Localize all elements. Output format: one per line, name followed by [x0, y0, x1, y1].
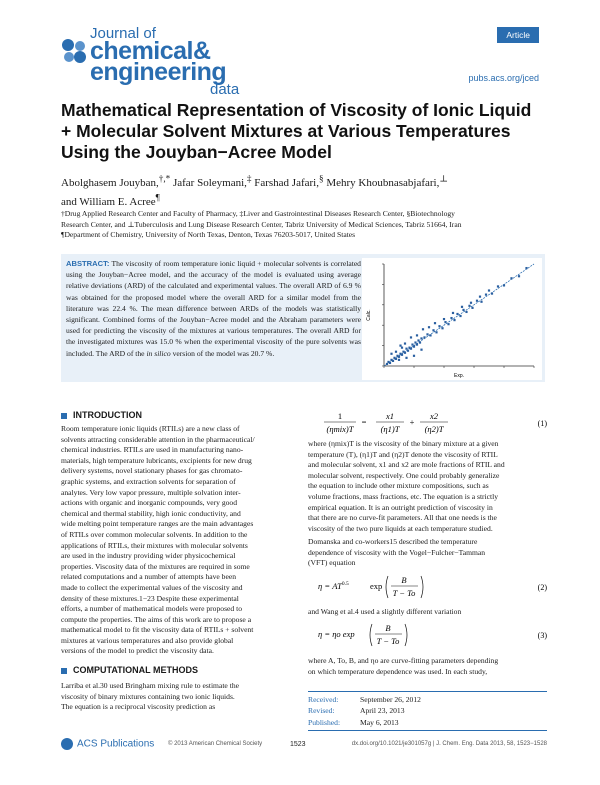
text-line: mixtures at various temperatures and also provide global — [61, 635, 234, 645]
data-point — [401, 347, 403, 349]
data-point — [395, 351, 397, 353]
data-point — [398, 359, 400, 361]
data-point — [426, 333, 428, 335]
data-point — [471, 307, 473, 309]
data-point — [488, 289, 490, 291]
data-point — [416, 334, 418, 336]
journal-name-line4: data — [210, 81, 240, 98]
data-point — [407, 350, 409, 352]
text-line: that there are no curve-fit parameters. All that one needs is the — [308, 513, 497, 523]
affiliation-line: †Drug Applied Research Center and Faculty of Pharmacy, ‡Liver and Gastrointestinal Diseases Research Center, §Biotechnology — [61, 209, 455, 218]
x-axis-label: Exp. — [453, 373, 465, 379]
data-point — [438, 325, 440, 327]
eq1-number: (1) — [537, 419, 547, 428]
received-dates — [308, 691, 547, 731]
text-line: are used in the industry providing wider physicochemical — [61, 551, 236, 561]
data-point — [491, 292, 493, 294]
abstract-italic: in silico — [146, 348, 171, 358]
published-row: Published: May 6, 2013 — [308, 717, 399, 727]
toc-scatter-chart — [362, 258, 542, 380]
data-point — [518, 275, 520, 277]
data-point — [392, 360, 394, 362]
acs-publications-logo[interactable]: ACS Publications — [61, 738, 154, 750]
text-line: mathematical model to fit the viscosity data of RTILs + solvent — [61, 625, 254, 635]
text-line: (VFT) equation — [308, 558, 356, 568]
copyright: © 2013 American Chemical Society — [168, 741, 263, 747]
data-point — [398, 356, 400, 358]
data-point — [461, 306, 463, 308]
text-line: materials, high temperature lubricants, excipients for new drug — [61, 455, 252, 465]
text-line: compute the properties. The aims of this work are to propose a — [61, 614, 252, 624]
eq1-term2-num: x2 — [429, 411, 439, 421]
data-point — [386, 363, 388, 365]
text-line: volume fractions, mass fractions, etc. The equation is a strictly — [308, 491, 499, 501]
data-point — [420, 337, 422, 339]
data-point — [462, 309, 464, 311]
eq1-equals: = — [361, 417, 367, 427]
eq1-term2-den: (η2)T — [424, 424, 444, 434]
data-point — [410, 348, 412, 350]
data-point — [410, 336, 412, 338]
data-point — [503, 284, 505, 286]
data-point — [435, 331, 437, 333]
data-point — [441, 327, 443, 329]
text-line: actions with organic and inorganic compounds, very good — [61, 498, 238, 508]
affiliations — [61, 209, 546, 241]
data-point — [413, 355, 415, 357]
acs-logo-icon — [61, 738, 73, 750]
author-list — [61, 171, 546, 210]
revised-row: Revised: April 23, 2013 — [308, 706, 405, 716]
author[interactable]: Mehry Khoubnasabjafari,⊥ — [326, 173, 448, 189]
data-point — [417, 339, 419, 341]
data-point — [468, 305, 470, 307]
paragraph-parameters — [308, 656, 547, 677]
eq2-lhs: $\eta = AT^{0.5}$ — [318, 581, 349, 591]
text-line: The equation is a reciprocal viscosity prediction as — [61, 702, 216, 712]
affiliation-line: Research Center, and ⊥Tuberculosis and Lung Disease Research Center, Tabriz University of Medical Sciences, Tabriz 51664, Iran — [61, 219, 462, 229]
data-point — [480, 301, 482, 303]
data-point — [422, 328, 424, 330]
data-point — [450, 317, 452, 319]
data-point — [404, 342, 406, 344]
data-point — [476, 300, 478, 302]
text-line: made to collect the experimental values of the viscosity and — [61, 582, 243, 592]
affiliation-line: ¶Department of Chemistry, University of North Texas, Denton, Texas 76203-5017, United States — [61, 230, 356, 239]
data-point — [470, 302, 472, 304]
text-line: Larriba et al.30 used Bringham mixing rule to estimate the — [61, 681, 239, 690]
data-point — [452, 312, 454, 314]
text-line: where A, To, B, and ηo are curve-fitting parameters depending — [308, 656, 499, 665]
text-line: Room temperature ionic liquids (RTILs) are a new class of — [61, 424, 240, 433]
text-line: where (ηmix)T is the viscosity of the binary mixture at a given — [308, 439, 499, 448]
paragraph-wang: and Wang et al.4 used a slightly different variation — [308, 607, 462, 616]
text-line: wide melting point temperature ranges are the main advantages — [61, 519, 254, 529]
abstract-body: The viscosity of room temperature ionic liquid + molecular solvents is correlated using the Jouyban−Acree model, and the accuracy of the model is evaluated using average relative deviations (ARD) of the calculated and experimental values. The overall ARD of 6.9 % was obtained for the proposed model where the overall ARD for a similar model from the literature was 22.4 %. The mean difference between ARDs of the models was statistically significant. Combined forms of the Jouyban−Acree model and the Abraham parameters were used for predicting the viscosity of the mixtures at various temperatures. The overall ARD for the investigated mixtures was 15.0 % when the experimental viscosity of the pure solvents was included. The ARD of the — [66, 259, 361, 358]
data-point — [485, 294, 487, 296]
eq3-lhs: η = ηo exp — [318, 629, 355, 639]
paper-title: Mathematical Representation of Viscosity of Ionic Liquid + Molecular Solvent Mixtures at Various Temperatures Using the Jouyban−Acree Model — [61, 100, 532, 162]
data-point — [497, 285, 499, 287]
eq2-num: B — [401, 575, 407, 585]
data-point — [395, 358, 397, 360]
data-point — [479, 296, 481, 298]
data-point — [453, 319, 455, 321]
text-line: Domanska and co-workers15 described the temperature — [308, 537, 478, 546]
data-point — [525, 267, 527, 269]
abstract-label: ABSTRACT: — [66, 259, 110, 268]
data-point — [420, 349, 422, 351]
text-line: chemical industries. RTILs are used in manufacturing nano- — [61, 445, 244, 455]
text-line: graphic systems, and extraction solvents for separation of — [61, 476, 236, 486]
journal-url-link[interactable]: pubs.acs.org/jced — [468, 73, 539, 83]
journal-name-line2: chemical& — [90, 37, 211, 65]
data-point — [459, 315, 461, 317]
data-point — [432, 329, 434, 331]
equation-1 — [318, 410, 547, 436]
eq2-number: (2) — [537, 583, 547, 592]
text-line: chemical and thermal stability, high ionic conductivity, and — [61, 508, 241, 518]
eq3-num: B — [385, 623, 391, 633]
text-line: and molecular solvent, x1 and x2 are mole fractions of RTIL and — [308, 460, 505, 470]
text-line: dependence of viscosity with the Vogel−Fulcher−Tamman — [308, 547, 486, 557]
data-point — [399, 345, 401, 347]
journal-name-line1: Journal of — [90, 25, 156, 42]
abstract-tail: version of the model was 20.7 %. — [170, 348, 275, 358]
author[interactable]: Jafar Soleymani,‡ — [172, 173, 252, 189]
data-point — [405, 348, 407, 350]
text-line: molecular solvent, respectively. One could probably generalize — [308, 470, 500, 480]
journal-name-line3: engineering — [90, 58, 227, 86]
section-heading-methods: COMPUTATIONAL METHODS — [61, 665, 198, 675]
section-bullet-icon — [61, 413, 67, 419]
text-line: the equation to include other mixture compositions, such as — [308, 481, 489, 491]
text-line: on which temperature dependence was used. In each study, — [308, 666, 488, 676]
eq1-lhs-den: (ηmix)T — [326, 424, 354, 434]
abstract-text — [66, 258, 361, 359]
introduction-text — [61, 424, 295, 657]
data-point — [390, 353, 392, 355]
text-line: properties. Viscosity data of the mixtures are required in some — [61, 561, 250, 571]
data-point — [411, 343, 413, 345]
author[interactable]: Abolghasem Jouyban,†,* — [61, 173, 171, 189]
data-point — [389, 362, 391, 364]
section-bullet-icon — [61, 668, 67, 674]
text-line: density of these mixtures.1−23 Despite these experimental — [61, 593, 239, 603]
equation-2 — [318, 572, 547, 602]
data-point — [404, 352, 406, 354]
journal-logo-icon — [61, 38, 87, 64]
eq1-plus: + — [409, 417, 415, 427]
y-axis-label: Calc. — [366, 309, 372, 321]
data-point — [423, 336, 425, 338]
eq3-den: T − To — [376, 636, 400, 646]
methods-text — [61, 681, 295, 713]
data-point — [429, 334, 431, 336]
section-heading-introduction: INTRODUCTION — [61, 410, 142, 420]
data-point — [447, 323, 449, 325]
eq1-lhs-num: 1 — [337, 411, 343, 421]
text-line: versions of the model to predict the viscosity data. — [61, 646, 214, 656]
author[interactable]: and William E. Acree¶ — [61, 192, 160, 209]
data-point — [414, 341, 416, 343]
article-tag: Article — [497, 27, 539, 43]
data-point — [443, 318, 445, 320]
text-line: empirical equation. It is an outright prediction of viscosity in — [308, 502, 493, 512]
eq1-term1-den: (η1)T — [380, 424, 400, 434]
author[interactable]: Farshad Jafari,§ — [254, 173, 324, 189]
doi-citation[interactable]: dx.doi.org/10.1021/je301057g | J. Chem. Eng. Data 2013, 58, 1523−1528 — [351, 741, 547, 747]
text-line: temperature (T), (η1)T and (η2)T denote the viscosity of RTIL — [308, 449, 498, 459]
data-point — [401, 354, 403, 356]
data-point — [428, 326, 430, 328]
eq1-term1-num: x1 — [385, 411, 395, 421]
equation-3 — [318, 620, 547, 650]
text-line: efforts, a number of mathematical models were proposed to — [61, 604, 242, 614]
eq2-den: T − To — [392, 588, 416, 598]
data-point — [456, 313, 458, 315]
text-line: solvents attracting considerable attention in the pharmaceutical/ — [61, 434, 255, 444]
text-line: related computations and a number of attempts have been — [61, 572, 237, 582]
text-line: applications of RTILs, their mixtures with molecular solvents — [61, 540, 248, 550]
data-point — [510, 277, 512, 279]
text-line: viscosity of binary mixtures containing two ionic liquids. — [61, 691, 235, 701]
data-point — [434, 322, 436, 324]
page-number: 1523 — [290, 741, 306, 748]
eq3-number: (3) — [537, 631, 547, 640]
data-point — [416, 343, 418, 345]
text-line: of RTILs over common molecular solvents. In addition to the — [61, 529, 248, 539]
data-point — [444, 321, 446, 323]
eq2-exp: exp — [370, 581, 383, 591]
data-point — [405, 357, 407, 359]
paragraph-domanska — [308, 537, 547, 569]
data-point — [419, 341, 421, 343]
text-line: viscosity of the two pure liquids at each temperature studied. — [308, 523, 493, 533]
data-point — [413, 346, 415, 348]
journal-logo — [90, 26, 239, 97]
data-point — [465, 311, 467, 313]
text-line: analytes. Very low vapor pressure, multiple solvation inter- — [61, 487, 241, 497]
paragraph-where — [308, 439, 547, 534]
received-row: Received: September 26, 2012 — [308, 695, 421, 704]
text-line: delivery systems, novel stationary phases for gas chromato- — [61, 466, 243, 476]
